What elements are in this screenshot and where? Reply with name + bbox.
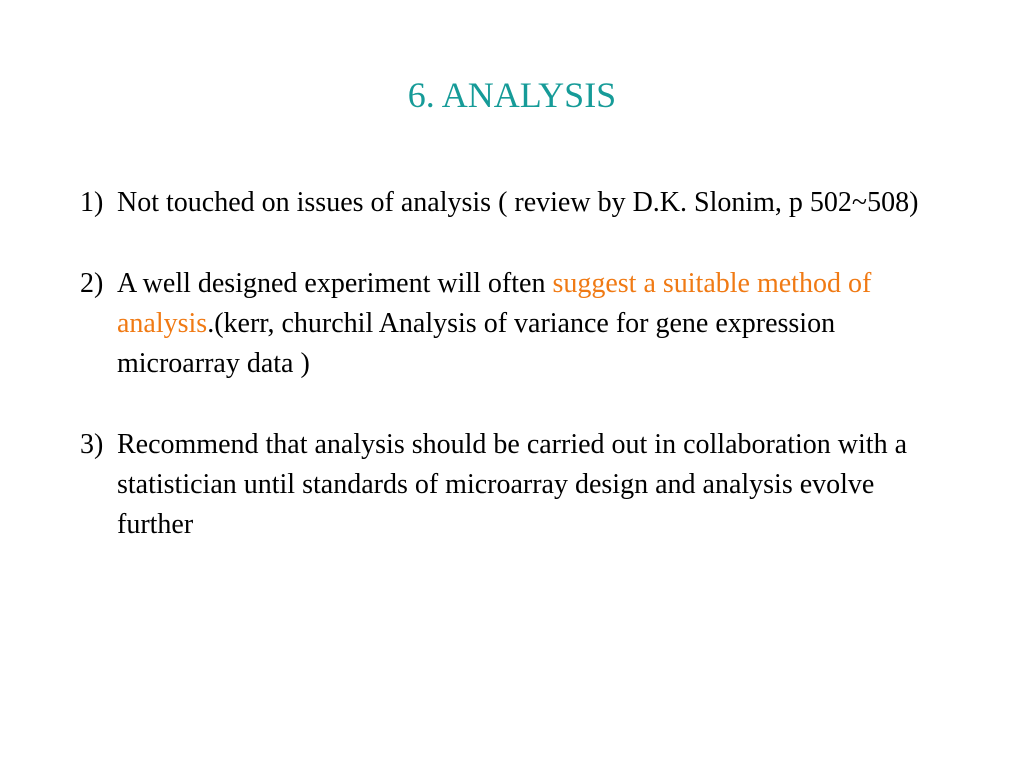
item-text bbox=[117, 264, 920, 384]
list-item bbox=[80, 183, 920, 223]
item-text: Not touched on issues of analysis ( review by D.K. Slonim, p 502~508) bbox=[117, 187, 919, 218]
item-text-after: .(kerr, churchil Analysis of variance for gene expression microarray data ) bbox=[117, 308, 836, 379]
highlighted-phrase: suggest a suitable method of analysis bbox=[117, 268, 872, 339]
item-number: 1) bbox=[80, 187, 104, 218]
item-text-before: A well designed experiment will often bbox=[117, 268, 553, 299]
item-number: 2) bbox=[80, 268, 104, 299]
list-item bbox=[80, 425, 920, 545]
item-list bbox=[80, 183, 920, 545]
slide-title: 6. ANALYSIS bbox=[407, 75, 617, 115]
list-item bbox=[80, 264, 920, 384]
item-number: 3) bbox=[80, 429, 104, 460]
item-text: Recommend that analysis should be carried out in collaboration with a statistician until standards of microarray design and analysis evolve further bbox=[117, 429, 908, 540]
